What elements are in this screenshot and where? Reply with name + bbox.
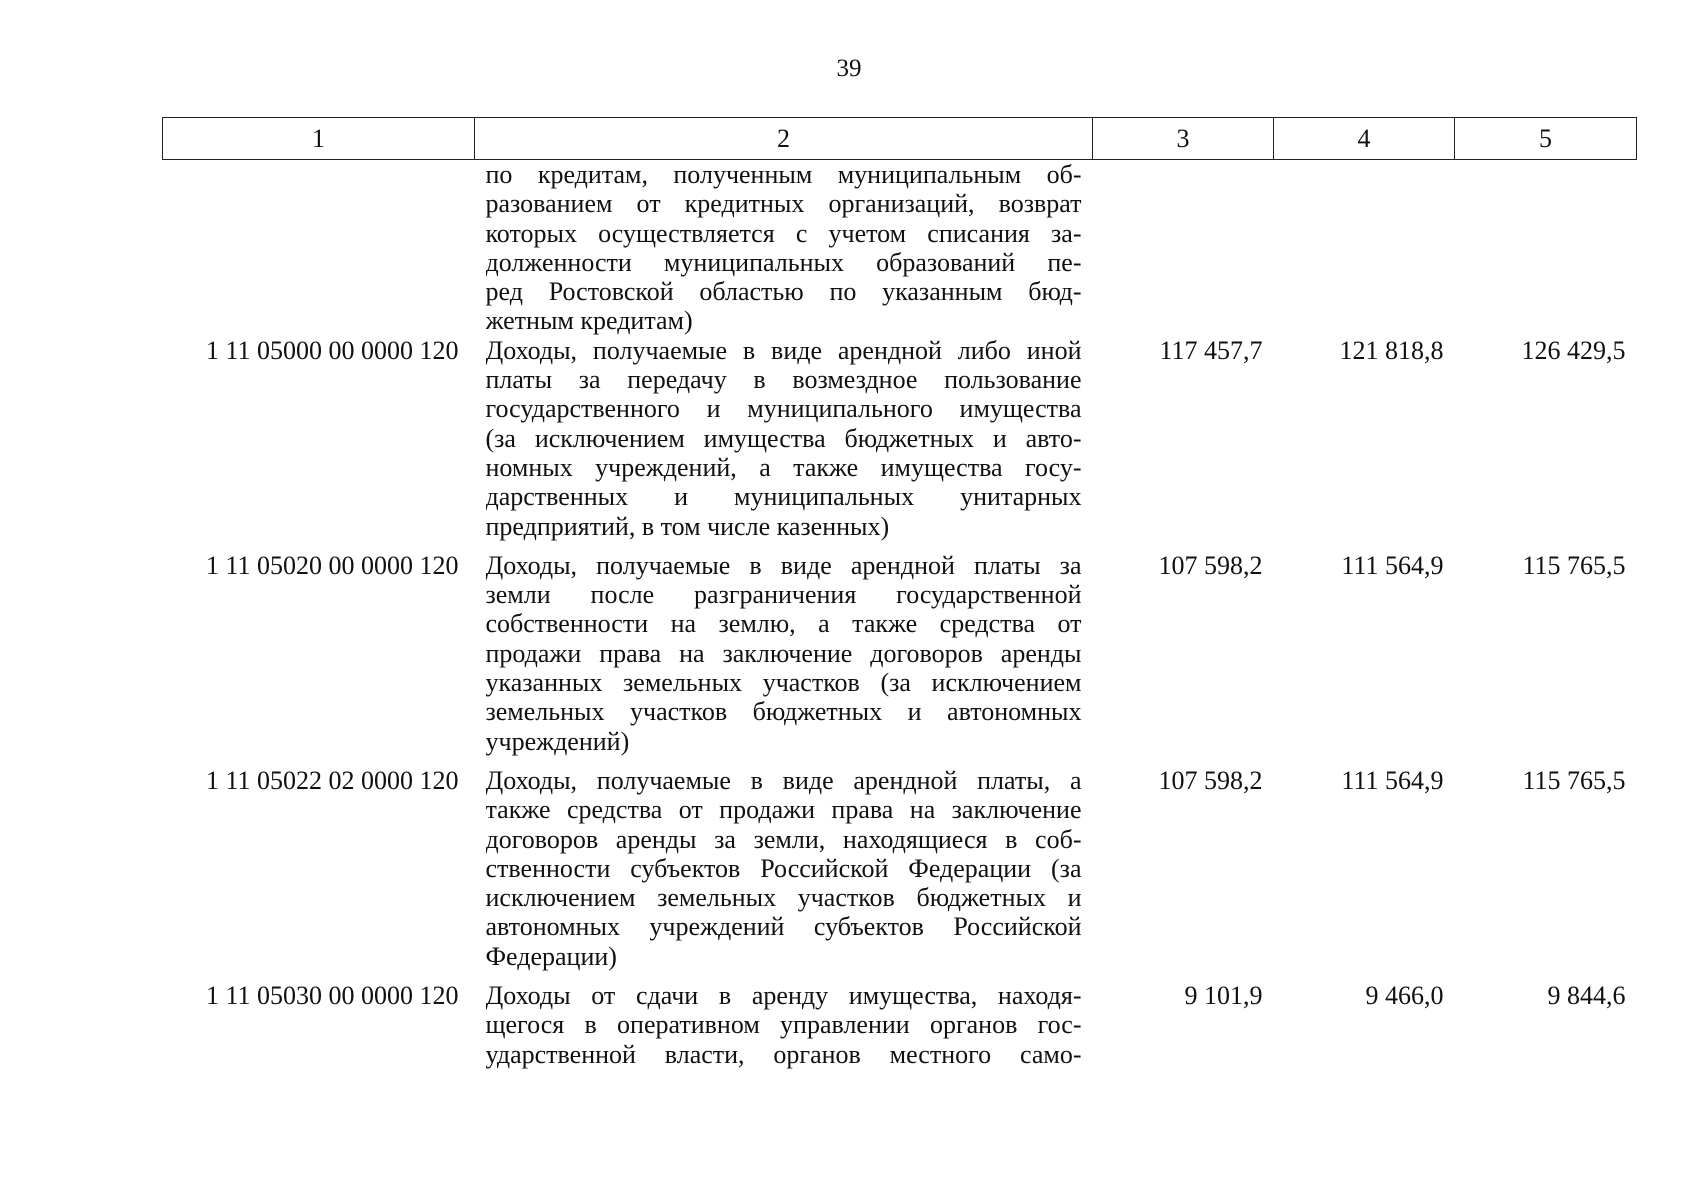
budget-code-cell: 1 11 05000 00 0000 120: [205, 335, 459, 365]
table-body: [163, 160, 1637, 1079]
amount-cell-col5: 115 765,5: [1522, 550, 1626, 580]
description-line: также средства от продажи права на заключение: [485, 795, 1082, 825]
description-line: предприятий, в том числе казенных): [485, 511, 890, 541]
amount-cell-col4: 121 818,8: [1339, 335, 1444, 365]
description-line: ственности субъектов Российской Федерации (за: [485, 853, 1082, 883]
budget-code-cell: 1 11 05022 02 0000 120: [205, 765, 459, 795]
amount-cell-col3: 9 101,9: [1184, 981, 1263, 1011]
description-line: разованием от кредитных организаций, возврат: [485, 189, 1082, 219]
amount-cell-col4: 9 466,0: [1365, 981, 1444, 1011]
description-line: платы за передачу в возмездное пользование: [485, 365, 1082, 395]
column-header-5: 5: [1455, 118, 1637, 160]
revenue-description-cell: [475, 551, 1093, 766]
description-line: которых осуществляется с учетом списания за-: [485, 218, 1082, 248]
amount-cell-col3: 107 598,2: [1158, 765, 1263, 795]
table-row: [163, 981, 1637, 1079]
continuation-empty-cell: [1274, 160, 1455, 336]
revenue-table-container: [162, 117, 1636, 1079]
continuation-empty-cell: [1455, 160, 1637, 336]
description-line: Доходы, получаемые в виде арендной либо иной: [485, 335, 1082, 365]
amount-cell-col5: 9 844,6: [1547, 981, 1626, 1011]
description-line: автономных учреждений субъектов Российской: [485, 912, 1082, 942]
description-line: указанных земельных участков (за исключением: [485, 668, 1082, 698]
table-row: [163, 336, 1637, 551]
description-line: номных учреждений, а также имущества госу-: [485, 452, 1082, 482]
amount-cell-col4: 111 564,9: [1341, 550, 1444, 580]
continuation-description: [475, 160, 1093, 336]
description-line: исключением земельных участков бюджетных и: [485, 883, 1082, 913]
column-header-1: 1: [163, 118, 475, 160]
description-line: дарственных и муниципальных унитарных: [485, 482, 1082, 512]
column-header-2: 2: [475, 118, 1093, 160]
amount-cell-col3: 107 598,2: [1158, 550, 1263, 580]
description-line: Федерации): [485, 941, 617, 971]
amount-cell-col5: 115 765,5: [1522, 765, 1626, 795]
amount-cell-col3: 117 457,7: [1159, 335, 1263, 365]
table-row: [163, 766, 1637, 981]
description-line: по кредитам, полученным муниципальным об-: [485, 160, 1082, 189]
column-header-4: 4: [1274, 118, 1455, 160]
table-row: [163, 551, 1637, 766]
description-line: долженности муниципальных образований пе-: [485, 247, 1082, 277]
description-line: ред Ростовской областью по указанным бюд-: [485, 277, 1082, 307]
description-line: Доходы от сдачи в аренду имущества, находя-: [485, 981, 1082, 1011]
header-row: [163, 118, 1637, 160]
description-line: собственности на землю, а также средства от: [485, 609, 1082, 639]
description-line: Доходы, получаемые в виде арендной платы за: [485, 550, 1082, 580]
amount-cell-col4: 111 564,9: [1341, 765, 1444, 795]
continuation-empty-cell: [1093, 160, 1274, 336]
description-line: (за исключением имущества бюджетных и авто-: [485, 423, 1082, 453]
revenue-description-cell: [475, 766, 1093, 981]
amount-cell-col5: 126 429,5: [1521, 335, 1626, 365]
budget-code-cell: 1 11 05020 00 0000 120: [205, 550, 459, 580]
description-line: учреждений): [485, 726, 630, 756]
budget-code-cell: 1 11 05030 00 0000 120: [205, 981, 459, 1011]
page-number: 39: [836, 55, 862, 82]
description-line: государственного и муниципального имущества: [485, 394, 1082, 424]
continuation-code-cell: [163, 160, 475, 336]
revenue-description-cell: [475, 336, 1093, 551]
column-header-3: 3: [1093, 118, 1274, 160]
description-line: земли после разграничения государственной: [485, 580, 1082, 610]
revenue-table: [162, 117, 1637, 1079]
revenue-description-cell: [475, 981, 1093, 1079]
description-line: земельных участков бюджетных и автономных: [485, 697, 1082, 727]
description-line: Доходы, получаемые в виде арендной платы, а: [485, 765, 1082, 795]
description-line: жетным кредитам): [485, 306, 693, 336]
description-line: договоров аренды за земли, находящиеся в соб-: [485, 824, 1082, 854]
continuation-row: [163, 160, 1637, 336]
description-line: продажи права на заключение договоров аренды: [485, 638, 1082, 668]
description-line: щегося в оперативном управлении органов гос-: [485, 1010, 1082, 1040]
description-line: ударственной власти, органов местного само-: [485, 1039, 1082, 1069]
table-header: [163, 118, 1637, 160]
